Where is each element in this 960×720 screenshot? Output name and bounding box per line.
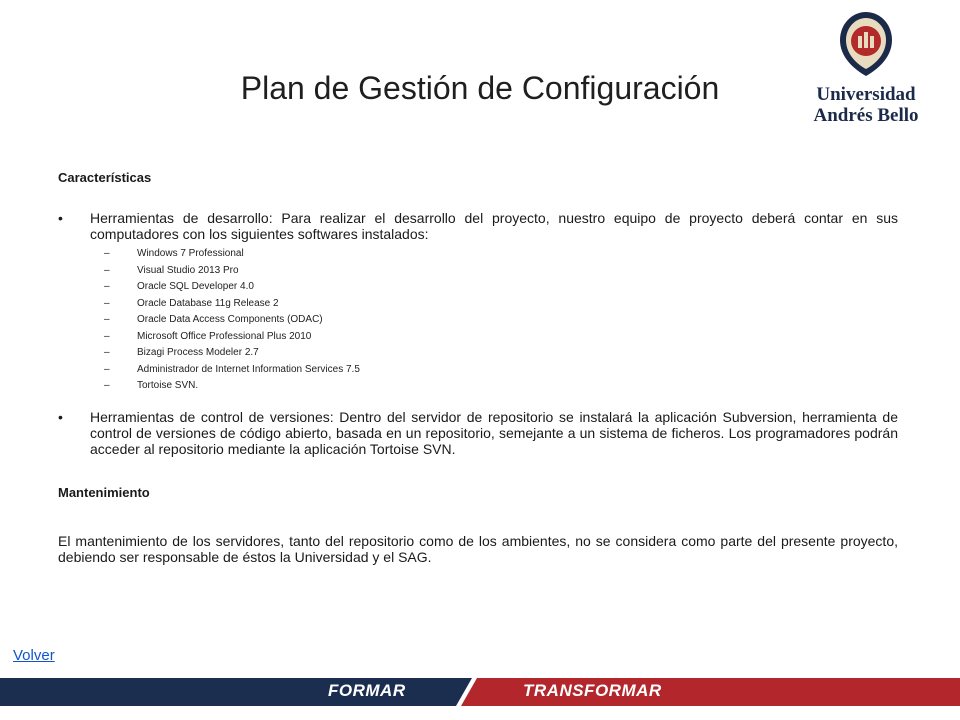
- list-item: – Microsoft Office Professional Plus 2010: [104, 330, 312, 342]
- mantenimiento-paragraph: El mantenimiento de los servidores, tanto del repositorio como de los ambientes, no se considera como parte del presente proyecto, debiendo ser responsable de éstos la Universidad y el SAG.: [58, 532, 898, 565]
- section-heading-caracteristicas: Características: [58, 170, 152, 185]
- list-item: – Oracle SQL Developer 4.0: [104, 281, 254, 292]
- volver-link[interactable]: Volver: [13, 647, 55, 664]
- section-heading-mantenimiento: Mantenimiento: [58, 484, 150, 500]
- bullet-text: Herramientas de desarrollo: Para realizar el desarrollo del proyecto, nuestro equipo de proyecto deberá contar en sus computadores con los siguientes softwares instalados:: [90, 210, 898, 242]
- list-item: – Visual Studio 2013 Pro: [104, 264, 239, 276]
- footer-banner: [0, 678, 960, 706]
- bullet-text: Herramientas de control de versiones: Dentro del servidor de repositorio se instalará la aplicación Subversion, herramienta de control de versiones de código abierto, basada en un repositorio, semejante a un sistema de ficheros. Los programadores podrán acceder al repositorio mediante la aplicación Tortoise SVN.: [90, 408, 898, 457]
- list-item: – Oracle Database 11g Release 2: [104, 297, 279, 309]
- footer-band-shape: [0, 678, 960, 706]
- list-item: – Windows 7 Professional: [104, 248, 244, 259]
- logo-line-1: Universidad: [816, 84, 916, 105]
- list-item: – Oracle Data Access Components (ODAC): [104, 314, 323, 325]
- list-item: – Administrador de Internet Information Services 7.5: [104, 363, 360, 375]
- bullet-control-versiones: [58, 409, 898, 457]
- university-logo: [804, 10, 928, 126]
- list-item: – Bizagi Process Modeler 2.7: [104, 347, 259, 358]
- list-item: – Tortoise SVN.: [104, 380, 199, 391]
- software-list: [90, 246, 898, 395]
- crest-icon: [838, 10, 894, 80]
- bullet-herramientas-desarrollo: [58, 210, 898, 395]
- bullet-symbol: •: [58, 408, 63, 425]
- footer-formar-label: FORMAR: [328, 681, 406, 700]
- main-content: [58, 170, 898, 565]
- page-title: Plan de Gestión de Configuración: [240, 70, 720, 106]
- bullet-symbol: •: [58, 210, 63, 226]
- footer-transformar-label: TRANSFORMAR: [523, 681, 662, 700]
- logo-line-2: Andrés Bello: [813, 105, 919, 126]
